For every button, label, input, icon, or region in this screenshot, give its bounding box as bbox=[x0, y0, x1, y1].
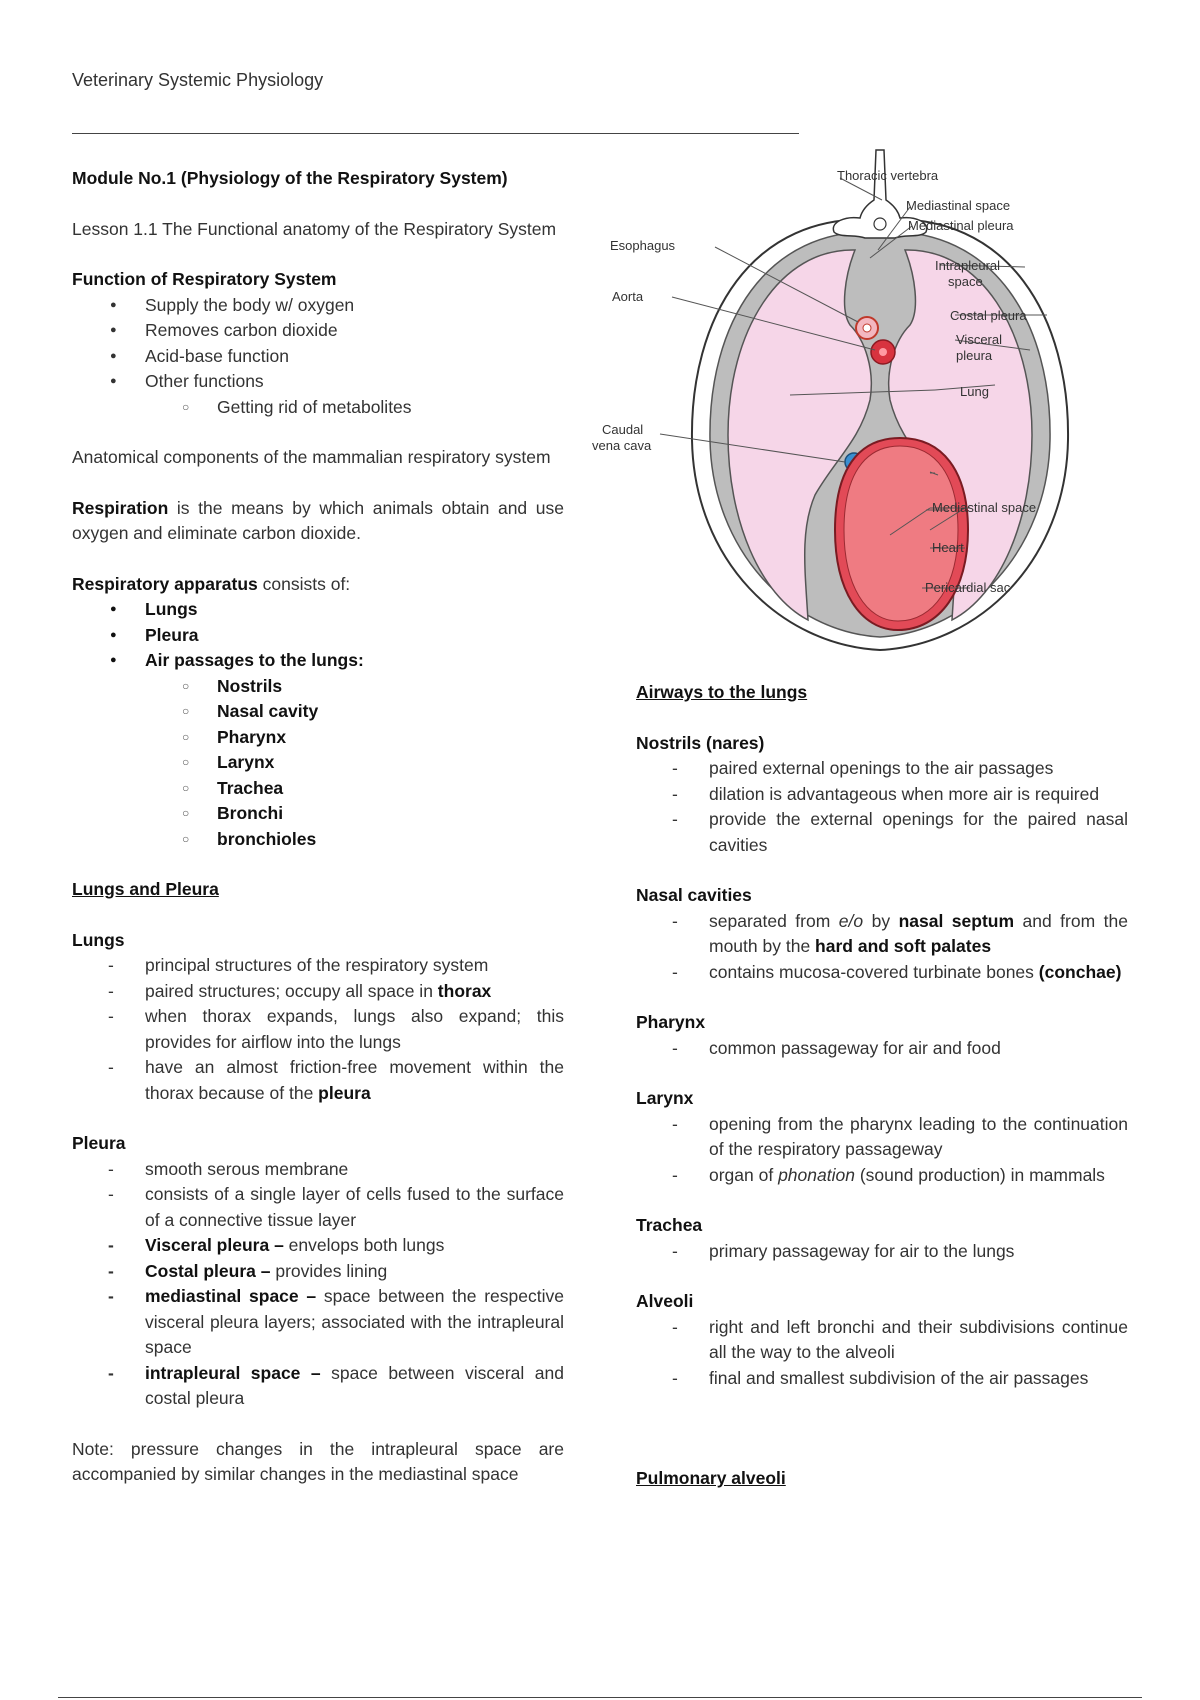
air-passages-list bbox=[72, 674, 564, 853]
right-column bbox=[636, 680, 1128, 1492]
label-thoracic-vertebra: Thoracic vertebra bbox=[837, 168, 939, 183]
list-item: - have an almost friction-free movement within the thorax because of the pleura bbox=[72, 1055, 564, 1106]
list-item: ○ Nasal cavity bbox=[72, 699, 564, 725]
list-item: - contains mucosa-covered turbinate bones (conchae) bbox=[636, 960, 1128, 986]
nostrils-list bbox=[636, 756, 1128, 858]
list-item: - opening from the pharynx leading to the continuation of the respiratory passageway bbox=[636, 1112, 1128, 1163]
list-item: - when thorax expands, lungs also expand; this provides for airflow into the lungs bbox=[72, 1004, 564, 1055]
alveoli-heading: Alveoli bbox=[636, 1291, 694, 1311]
function-sublist bbox=[72, 395, 564, 421]
label-heart: Heart bbox=[932, 540, 964, 555]
nasal-heading: Nasal cavities bbox=[636, 885, 752, 905]
lungs-list bbox=[72, 953, 564, 1106]
airways-heading: Airways to the lungs bbox=[636, 682, 808, 702]
list-item: ● Air passages to the lungs: bbox=[72, 648, 564, 674]
list-item: - mediastinal space – space between the respective visceral pleura layers; associated with the intrapleural space bbox=[72, 1284, 564, 1361]
note-paragraph: Note: pressure changes in the intrapleural space are accompanied by similar changes in the mediastinal space bbox=[72, 1438, 564, 1484]
list-item: ○ Pharynx bbox=[72, 725, 564, 751]
list-item: ● Pleura bbox=[72, 623, 564, 649]
nostrils-heading: Nostrils (nares) bbox=[636, 732, 765, 753]
respiration-definition: Respiration is the means by which animals obtain and use oxygen and eliminate carbon dioxide. bbox=[72, 497, 564, 543]
label-aorta: Aorta bbox=[612, 289, 644, 304]
left-column bbox=[72, 166, 564, 1488]
pleura-heading: Pleura bbox=[72, 1133, 126, 1153]
pharynx-list bbox=[636, 1036, 1128, 1062]
list-item: ○ Bronchi bbox=[72, 801, 564, 827]
label-mediastinal-pleura: Mediastinal pleura bbox=[908, 218, 1014, 233]
list-item: - smooth serous membrane bbox=[72, 1157, 564, 1183]
larynx-list bbox=[636, 1112, 1128, 1189]
list-item: - primary passageway for air to the lungs bbox=[636, 1239, 1128, 1265]
label-mediastinal-space-bottom: Mediastinal space bbox=[932, 500, 1037, 515]
label-costal-pleura: Costal pleura bbox=[950, 308, 1027, 323]
label-esophagus: Esophagus bbox=[610, 238, 676, 253]
pharynx-heading: Pharynx bbox=[636, 1012, 706, 1032]
list-item: - principal structures of the respiratory system bbox=[72, 953, 564, 979]
list-item: ● Supply the body w/ oxygen bbox=[72, 293, 564, 319]
label-caudal-2: vena cava bbox=[592, 438, 652, 453]
list-item: - final and smallest subdivision of the air passages bbox=[636, 1366, 1128, 1392]
list-item: - Visceral pleura – envelops both lungs bbox=[72, 1233, 564, 1259]
apparatus-list bbox=[72, 597, 564, 674]
pleura-list bbox=[72, 1157, 564, 1412]
label-lung: Lung bbox=[960, 384, 989, 399]
label-mediastinal-space-top: Mediastinal space bbox=[906, 198, 1011, 213]
larynx-heading: Larynx bbox=[636, 1088, 694, 1108]
footer-rule bbox=[58, 1697, 1142, 1698]
list-item: - separated from e/o by nasal septum and from the mouth by the hard and soft palates bbox=[636, 909, 1128, 960]
list-item: - organ of phonation (sound production) in mammals bbox=[636, 1163, 1128, 1189]
list-item: ○ Nostrils bbox=[72, 674, 564, 700]
list-item: - Costal pleura – provides lining bbox=[72, 1259, 564, 1285]
module-title: Module No.1 (Physiology of the Respiratory System) bbox=[72, 168, 508, 188]
lungs-pleura-heading: Lungs and Pleura bbox=[72, 879, 219, 899]
vertebral-canal bbox=[874, 218, 886, 230]
list-item: - right and left bronchi and their subdivisions continue all the way to the alveoli bbox=[636, 1315, 1128, 1366]
anatomical-components: Anatomical components of the mammalian respiratory system bbox=[72, 447, 551, 467]
list-item: ○ bronchioles bbox=[72, 827, 564, 853]
list-item: - provide the external openings for the paired nasal cavities bbox=[636, 807, 1128, 858]
label-visceral-2: pleura bbox=[956, 348, 993, 363]
thorax-diagram bbox=[592, 140, 1150, 660]
document-header: Veterinary Systemic Physiology bbox=[72, 70, 324, 90]
list-item: - paired external openings to the air passages bbox=[636, 756, 1128, 782]
list-item: ○ Getting rid of metabolites bbox=[72, 395, 564, 421]
list-item: ● Other functions bbox=[72, 369, 564, 395]
trachea-heading: Trachea bbox=[636, 1215, 703, 1235]
header-rule bbox=[72, 133, 799, 134]
pulmonary-alveoli-heading: Pulmonary alveoli bbox=[636, 1468, 786, 1488]
label-intrapleural-2: space bbox=[948, 274, 983, 289]
list-item: ○ Larynx bbox=[72, 750, 564, 776]
list-item: ○ Trachea bbox=[72, 776, 564, 802]
alveoli-list bbox=[636, 1315, 1128, 1392]
apparatus-intro: Respiratory apparatus consists of: bbox=[72, 573, 351, 594]
label-pericardial-sac: Pericardial sac bbox=[925, 580, 1011, 595]
list-item: ● Removes carbon dioxide bbox=[72, 318, 564, 344]
nasal-list bbox=[636, 909, 1128, 986]
list-item: ● Lungs bbox=[72, 597, 564, 623]
lesson-title: Lesson 1.1 The Functional anatomy of the Respiratory System bbox=[72, 218, 557, 239]
list-item: - consists of a single layer of cells fused to the surface of a connective tissue layer bbox=[72, 1182, 564, 1233]
label-intrapleural-1: Intrapleural bbox=[935, 258, 1001, 273]
list-item: - dilation is advantageous when more air is required bbox=[636, 782, 1128, 808]
trachea-list bbox=[636, 1239, 1128, 1265]
list-item: ● Acid-base function bbox=[72, 344, 564, 370]
list-item: - paired structures; occupy all space in thorax bbox=[72, 979, 564, 1005]
thorax-cross-section-figure bbox=[592, 140, 1150, 660]
function-heading: Function of Respiratory System bbox=[72, 269, 337, 289]
list-item: - common passageway for air and food bbox=[636, 1036, 1128, 1062]
lungs-heading: Lungs bbox=[72, 929, 125, 950]
label-caudal-1: Caudal bbox=[602, 422, 644, 437]
function-list bbox=[72, 293, 564, 395]
list-item: - intrapleural space – space between visceral and costal pleura bbox=[72, 1361, 564, 1412]
label-visceral-1: Visceral bbox=[956, 332, 1003, 347]
